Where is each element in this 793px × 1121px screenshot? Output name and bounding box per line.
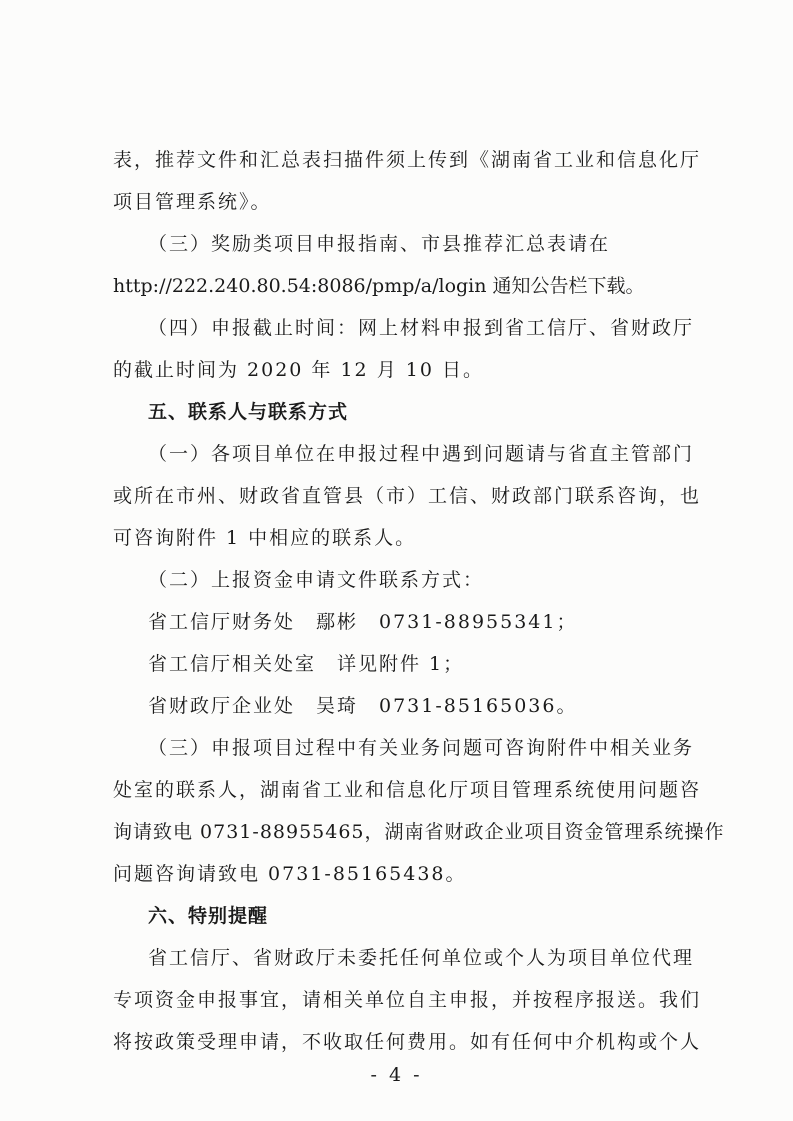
- paragraph-line: 可咨询附件 1 中相应的联系人。: [113, 527, 417, 549]
- contact-line: 省工信厅相关处室 详见附件 1；: [148, 653, 465, 675]
- paragraph-line: 项目管理系统》。: [113, 191, 272, 213]
- page-number: - 4 -: [370, 1064, 423, 1086]
- paragraph-line: 问题咨询请致电 0731-85165438。: [113, 863, 467, 885]
- paragraph-line: 专项资金申报事宜，请相关单位自主申报，并按程序报送。我们: [113, 989, 702, 1011]
- contact-line: 省财政厅企业处 吴琦 0731-85165036。: [148, 695, 578, 717]
- paragraph-line: （四）申报截止时间：网上材料申报到省工信厅、省财政厅: [148, 317, 695, 339]
- paragraph-line: （三）申报项目过程中有关业务问题可咨询附件中相关业务: [148, 737, 695, 759]
- paragraph-line: 或所在市州、财政省直管县（市）工信、财政部门联系咨询，也: [113, 485, 702, 507]
- paragraph-line: 的截止时间为 2020 年 12 月 10 日。: [113, 359, 484, 381]
- paragraph-line: 询请致电 0731-88955465，湖南省财政企业项目资金管理系统操作: [113, 821, 725, 843]
- paragraph-line: （三）奖励类项目申报指南、市县推荐汇总表请在: [148, 233, 611, 255]
- paragraph-line: 将按政策受理申请，不收取任何费用。如有任何中介机构或个人: [113, 1031, 702, 1053]
- paragraph-line: 表，推荐文件和汇总表扫描件须上传到《湖南省工业和信息化厅: [113, 149, 702, 171]
- paragraph-line: （一）各项目单位在申报过程中遇到问题请与省直主管部门: [148, 443, 695, 465]
- section-heading: 五、联系人与联系方式: [148, 401, 349, 423]
- paragraph-line: 省工信厅、省财政厅未委托任何单位或个人为项目单位代理: [148, 947, 695, 969]
- contact-line: 省工信厅财务处 鄢彬 0731-88955341；: [148, 611, 578, 633]
- section-heading: 六、特别提醒: [148, 905, 269, 927]
- paragraph-line: （二）上报资金申请文件联系方式：: [148, 569, 485, 591]
- paragraph-line: http://222.240.80.54:8086/pmp/a/login 通知公告栏下载。: [113, 275, 645, 297]
- paragraph-line: 处室的联系人，湖南省工业和信息化厅项目管理系统使用问题咨: [113, 779, 702, 801]
